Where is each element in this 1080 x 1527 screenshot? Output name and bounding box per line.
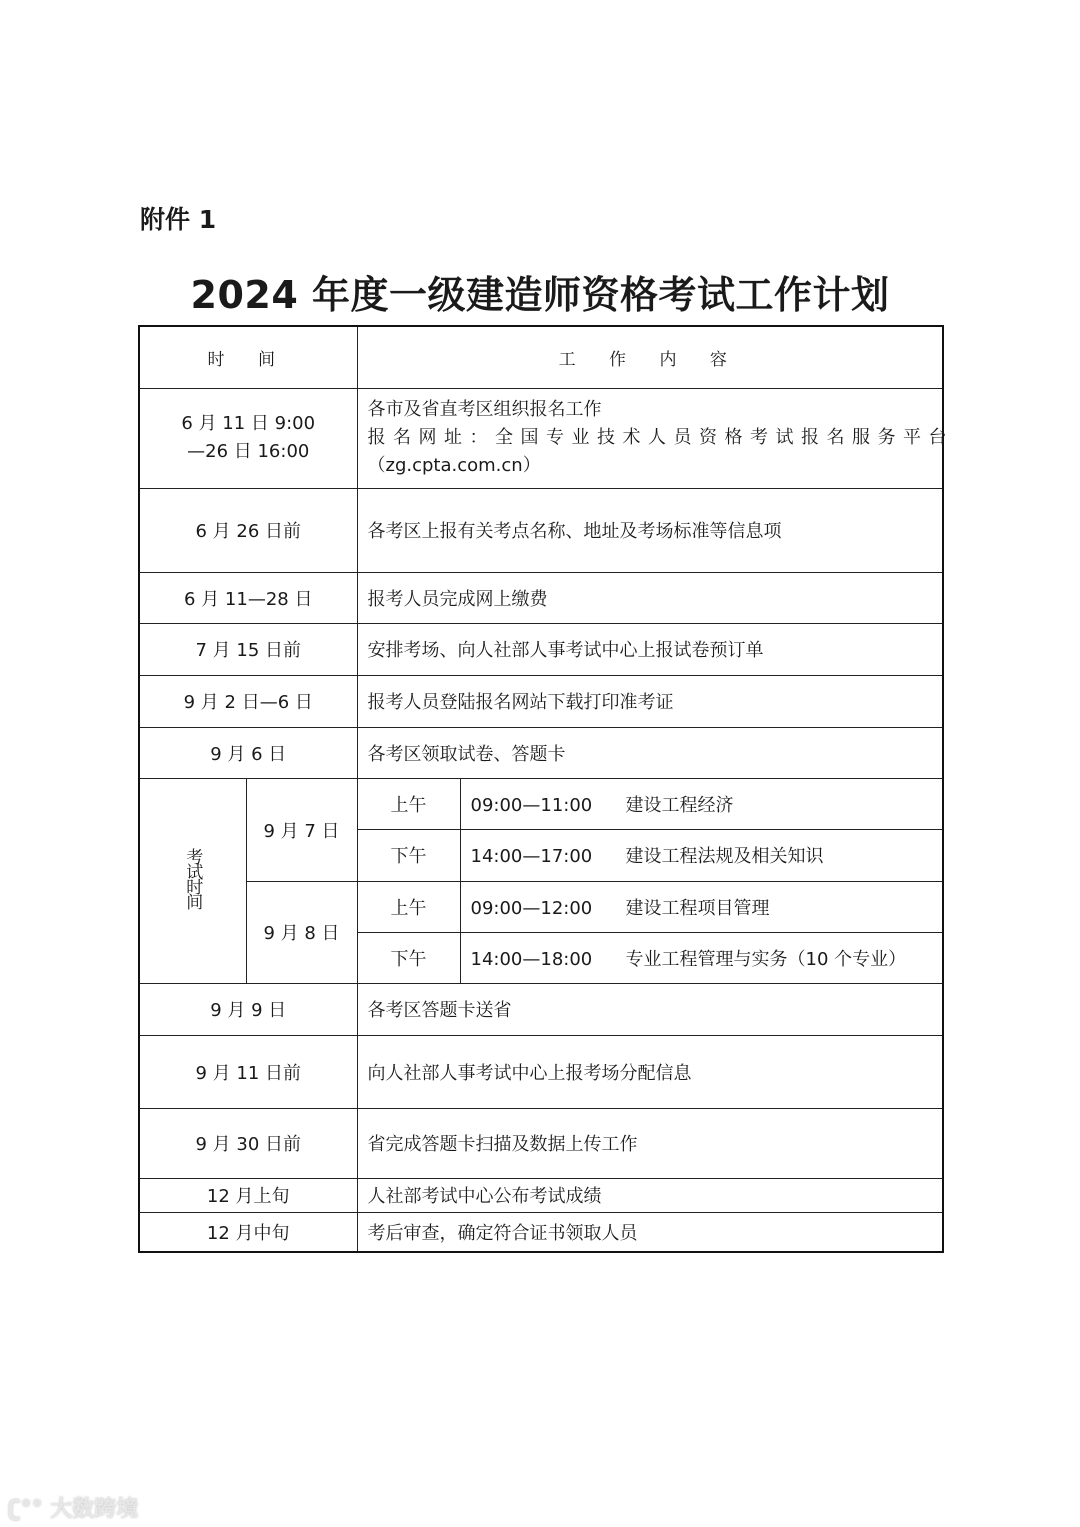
time-cell: 12 月上旬 <box>139 1178 357 1212</box>
content-cell: 各考区领取试卷、答题卡 <box>357 727 943 778</box>
content-cell: 各考区答题卡送省 <box>357 983 943 1035</box>
watermark-icon: ʗ°° <box>8 1497 51 1522</box>
exam-row <box>139 881 943 932</box>
content-cell: 各市及省直考区组织报名工作 <box>367 399 602 420</box>
time-cell: —26 日 16:00 <box>187 441 310 462</box>
table-header-row <box>139 326 943 388</box>
exam-subject: 建设工程经济 <box>625 794 734 816</box>
table-row <box>139 572 943 623</box>
time-cell: 7 月 15 日前 <box>139 623 357 675</box>
content-cell: 各考区上报有关考点名称、地址及考场标准等信息项 <box>357 488 943 572</box>
time-cell: 12 月中旬 <box>139 1212 357 1252</box>
exam-subject: 建设工程项目管理 <box>625 897 770 919</box>
content-cell: 报名网址：全国专业技术人员资格考试报名服务平台 <box>367 427 954 448</box>
table-row <box>139 1178 943 1212</box>
watermark-logo <box>8 1492 138 1523</box>
exam-period: 下午 <box>357 932 460 983</box>
time-cell: 9 月 2 日—6 日 <box>139 675 357 727</box>
exam-subject: 专业工程管理与实务（10 个专业） <box>625 948 907 970</box>
exam-date: 9 月 8 日 <box>246 881 357 983</box>
attachment-label: 附件 1 <box>140 205 217 234</box>
table-row <box>139 727 943 778</box>
content-cell: 人社部考试中心公布考试成绩 <box>357 1178 943 1212</box>
content-cell: 报考人员登陆报名网站下载打印准考证 <box>357 675 943 727</box>
exam-time: 14:00—17:00 <box>470 846 593 867</box>
exam-period: 上午 <box>357 778 460 829</box>
exam-period: 上午 <box>357 881 460 932</box>
time-cell: 9 月 6 日 <box>139 727 357 778</box>
time-cell: 9 月 9 日 <box>139 983 357 1035</box>
table-row <box>139 623 943 675</box>
exam-date: 9 月 7 日 <box>246 778 357 881</box>
exam-subject: 建设工程法规及相关知识 <box>625 846 824 867</box>
content-cell: 向人社部人事考试中心上报考场分配信息 <box>357 1035 943 1108</box>
exam-time: 09:00—12:00 <box>470 897 593 919</box>
table-row <box>139 1035 943 1108</box>
time-cell: 6 月 11 日 9:00 <box>181 413 316 434</box>
schedule-table <box>138 325 954 1253</box>
time-cell: 9 月 11 日前 <box>139 1035 357 1108</box>
table-row <box>139 388 943 488</box>
header-content: 工 作 内 容 <box>357 326 943 388</box>
exam-row <box>139 778 943 829</box>
watermark-text: 大数跨境 <box>50 1497 139 1522</box>
exam-period: 下午 <box>357 829 460 881</box>
time-cell: 9 月 30 日前 <box>139 1108 357 1178</box>
exam-time: 14:00—18:00 <box>470 948 593 970</box>
table-row <box>139 1108 943 1178</box>
table-row <box>139 983 943 1035</box>
time-cell: 6 月 26 日前 <box>139 488 357 572</box>
table-row <box>139 488 943 572</box>
content-cell: 省完成答题卡扫描及数据上传工作 <box>357 1108 943 1178</box>
url-text: （zg.cpta.com.cn） <box>367 455 541 476</box>
time-cell: 6 月 11—28 日 <box>139 572 357 623</box>
content-cell: 安排考场、向人社部人事考试中心上报试卷预订单 <box>357 623 943 675</box>
header-time: 时 间 <box>139 326 357 388</box>
table-row <box>139 675 943 727</box>
table-row <box>139 1212 943 1252</box>
content-cell: 报考人员完成网上缴费 <box>357 572 943 623</box>
exam-time: 09:00—11:00 <box>470 794 593 816</box>
content-cell: 考后审查，确定符合证书领取人员 <box>357 1212 943 1252</box>
exam-time-label: 考试时间 <box>182 848 203 908</box>
page-title: 2024 年度一级建造师资格考试工作计划 <box>190 273 890 317</box>
